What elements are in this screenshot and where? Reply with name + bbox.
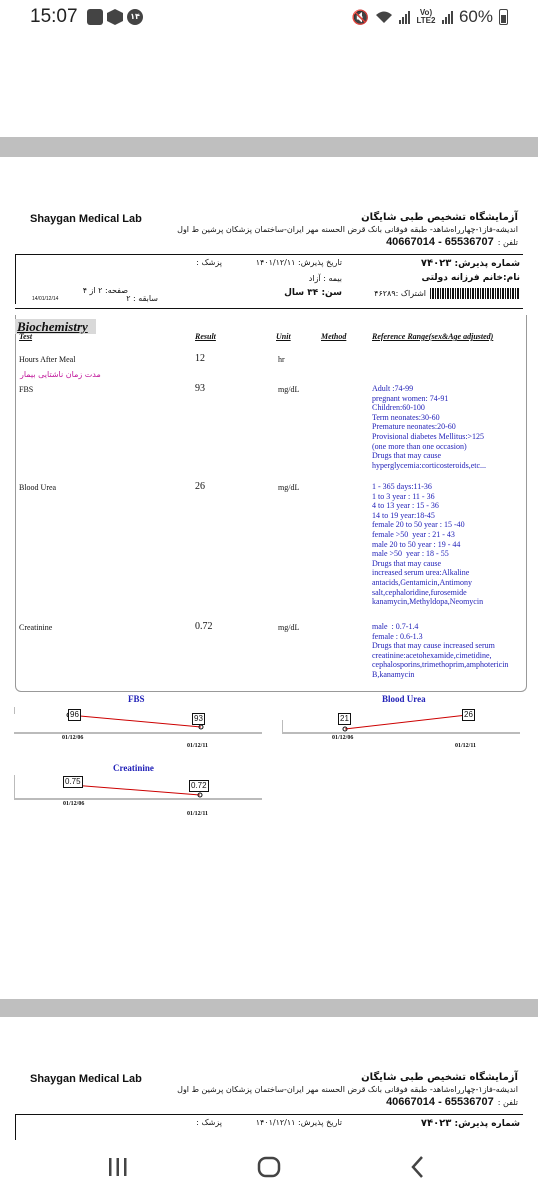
chart-title-urea: Blood Urea (382, 694, 426, 704)
creatinine-trend-chart (14, 772, 264, 802)
lab-phones: تلفن : 65536707 - 40667014 (386, 1096, 518, 1108)
test-name: Blood Urea (19, 483, 57, 492)
test-name: FBS (19, 385, 34, 394)
fasting-note: مدت زمان ناشتایی بیمار (20, 370, 101, 379)
notification-count-badge: ۱۴ (127, 9, 143, 25)
history-count: سابقه : ۲ (126, 294, 158, 303)
navigation-bar (0, 1140, 538, 1200)
barcode (430, 288, 520, 299)
chart-date: 01/12/06 (63, 801, 85, 807)
battery-icon (499, 9, 508, 25)
test-unit: hr (278, 355, 285, 364)
volte-icon: Vo) LTE2 (416, 8, 436, 25)
lab-name-en: Shaygan Medical Lab (30, 213, 142, 225)
report-page-2[interactable] (0, 1017, 538, 1140)
header-test: Test (19, 332, 33, 341)
page-separator-top (0, 137, 538, 157)
print-date: 14/01/12/14 (32, 296, 59, 302)
test-name: Creatinine (19, 623, 53, 632)
urea-trend-line (345, 715, 467, 729)
page-number: صفحه: ۲ از ۴ (82, 286, 128, 295)
creatinine-point-label: 0.72 (191, 781, 207, 790)
age: سن: ۳۴ سال (284, 288, 342, 298)
signal2-icon (442, 10, 453, 24)
wifi-icon (375, 10, 393, 24)
urea-point-label: 26 (464, 710, 473, 719)
clock: 15:07 (30, 6, 78, 27)
lab-address: اندیشه-فاز۱-چهارراه‌شاهد- طبقه فوقانی بانک قرض الحسنه مهر ایران-ساختمان پزشکان پرشین ط اول (177, 1085, 518, 1094)
urea-trend-chart (282, 702, 522, 742)
reference-range: male : 0.7-1.4 female : 0.6-1.3 Drugs that may cause increased serum creatinine:acetohexamide,cimetidine, cephalosporins,trimethoprim,amphotericin B,kanamycin (372, 622, 509, 679)
subscription: اشتراک :۴۶۲۸۹ (374, 289, 426, 298)
reception-number: شماره پذیرش: ۷۴۰۲۳ (420, 258, 520, 269)
test-unit: mg/dL (278, 385, 300, 394)
report-page-1[interactable] (0, 157, 538, 1000)
test-unit: mg/dL (278, 483, 300, 492)
insurance: بیمه : آزاد (308, 274, 342, 283)
urea-point-label: 21 (340, 714, 349, 723)
notification-icons (87, 9, 143, 25)
fbs-point-label: 93 (194, 714, 203, 723)
battery-percent: 60% (458, 7, 493, 26)
test-result: 0.72 (195, 621, 213, 632)
header-reference: Reference Range(sex&Age adjusted) (372, 332, 494, 341)
reception-number: شماره پذیرش: ۷۴۰۲۳ (420, 1118, 520, 1129)
chart-date: 01/12/11 (187, 743, 209, 749)
reference-range: 1 - 365 days:11-36 1 to 3 year : 11 - 36 4 to 13 year : 15 - 36 14 to 19 year:18-45 female 20 to 50 year : 15 -40 female >50 year : 21 - 43 male 20 to 50 year : 19 - 44 male >50 year : 18 - 55 Drugs that may cause increased serum urea:Alkaline antacids,Gentamicin,Antimony salt,cephaloridine,furosemide kanamycin,Methyldopa,Neomycin (372, 482, 484, 607)
section-title: Biochemistry (15, 316, 96, 335)
test-result: 93 (195, 383, 205, 394)
doctor: پزشک : (196, 258, 222, 267)
back-icon[interactable] (410, 1155, 426, 1179)
lab-name-en: Shaygan Medical Lab (30, 1073, 142, 1085)
fbs-point-label: 96 (70, 710, 79, 719)
recents-icon[interactable] (107, 1157, 129, 1177)
chart-date: 01/12/11 (187, 811, 209, 817)
doctor: پزشک : (196, 1118, 222, 1127)
page-separator-middle (0, 999, 538, 1017)
chart-date: 01/12/06 (62, 735, 84, 741)
reference-range: Adult :74-99 pregnant women: 74-91 Children:60-100 Term neonates:30-60 Premature neonates:20-60 Provisional diabetes Mellitus:>125 (one more than one occasion) Drugs that may cause hyperglycemia:corticosteroids,etc... (372, 384, 487, 470)
status-bar (0, 0, 538, 36)
test-unit: mg/dL (278, 623, 300, 632)
status-right (352, 7, 508, 27)
chart-title-fbs: FBS (128, 694, 145, 704)
chart-title-creatinine: Creatinine (113, 763, 154, 773)
reception-date: تاریخ پذیرش: ۱۴۰۱/۱۲/۱۱ (255, 258, 342, 267)
test-result: 26 (195, 481, 205, 492)
creatinine-trend-line (72, 785, 200, 795)
header-result: Result (195, 332, 216, 341)
header-unit: Unit (276, 332, 291, 341)
mute-icon: 🔇 (351, 8, 369, 25)
fbs-trend-line (69, 715, 201, 727)
gallery-icon (87, 9, 103, 25)
signal1-icon (399, 10, 410, 24)
reception-date: تاریخ پذیرش: ۱۴۰۱/۱۲/۱۱ (255, 1118, 342, 1127)
settings-hex-icon (107, 9, 123, 25)
creatinine-point-label: 0.75 (65, 777, 81, 786)
chart-date: 01/12/06 (332, 735, 354, 741)
lab-address: اندیشه-فاز۱-چهارراه‌شاهد- طبقه فوقانی بانک قرض الحسنه مهر ایران-ساختمان پزشکان پرشین ط اول (177, 225, 518, 234)
fbs-trend-chart (14, 702, 264, 742)
test-name: Hours After Meal (19, 355, 76, 364)
test-result: 12 (195, 353, 205, 364)
home-icon[interactable] (257, 1156, 281, 1178)
chart-date: 01/12/11 (455, 743, 477, 749)
patient-name: نام:خانم فرزانه دولتی (421, 273, 520, 283)
lab-name-fa: آزمایشگاه تشخیص طبی شایگان (361, 1072, 518, 1083)
lab-name-fa: آزمایشگاه تشخیص طبی شایگان (361, 212, 518, 223)
header-method: Method (321, 332, 347, 341)
lab-phones: تلفن : 65536707 - 40667014 (386, 236, 518, 248)
